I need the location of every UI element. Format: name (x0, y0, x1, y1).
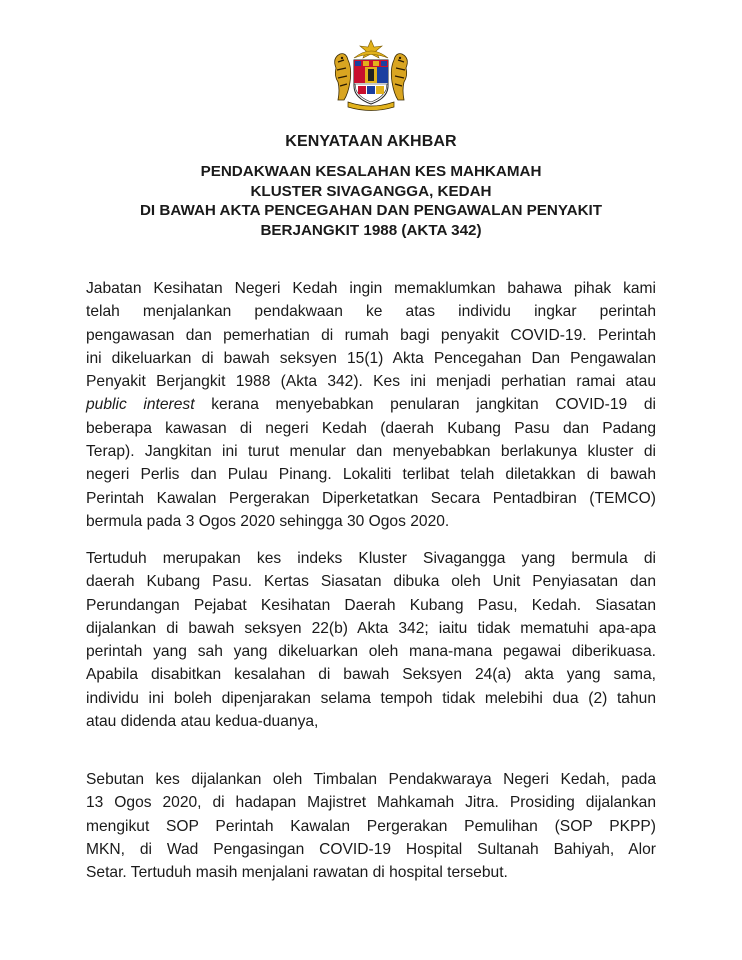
paragraph-line: beberapa kawasan di negeri Kedah (daerah Kubang Pasu dan Padang (86, 419, 656, 437)
headline-line: BERJANGKIT 1988 (AKTA 342) (260, 221, 482, 239)
paragraph-2 (86, 547, 656, 733)
headline-line: KLUSTER SIVAGANGGA, KEDAH (250, 182, 492, 200)
paragraph-line: dijalankan di bawah seksyen 22(b) Akta 342; iaitu tidak mematuhi apa-apa (86, 619, 656, 637)
paragraph-line: Perundangan Pejabat Kesihatan Daerah Kubang Pasu, Kedah. Siasatan (86, 596, 656, 614)
paragraph-line: bermula pada 3 Ogos 2020 sehingga 30 Ogos 2020. (86, 512, 450, 530)
paragraph-line: Apabila disabitkan kesalahan di bawah Seksyen 24(a) akta yang sama, (86, 666, 656, 684)
headline-line: PENDAKWAAN KESALAHAN KES MAHKAMAH (200, 163, 542, 180)
paragraph-line: Tertuduh merupakan kes indeks Kluster Sivagangga yang bermula di (86, 550, 656, 567)
paragraph-line: telah menjalankan pendakwaan ke atas individu ingkar perintah (86, 303, 656, 321)
paragraph-3 (86, 768, 656, 884)
paragraph-line: Sebutan kes dijalankan oleh Timbalan Pendakwaraya Negeri Kedah, pada (86, 771, 656, 788)
paragraph-line: pengawasan dan pemerhatian di rumah bagi penyakit COVID-19. Perintah (86, 326, 656, 344)
paragraph-line: atau didenda atau kedua-duanya, (86, 713, 319, 731)
paragraph-line: Setar. Tertuduh masih menjalani rawatan di hospital tersebut. (86, 864, 508, 882)
paragraph-line: individu ini boleh dipenjarakan selama tempoh tidak melebihi dua (2) tahun (86, 689, 656, 707)
paragraph-1 (86, 277, 656, 533)
paragraph-line: Terap). Jangkitan ini turut menular dan menyebabkan berlakunya kluster di (86, 443, 656, 461)
press-release-title: KENYATAAN AKHBAR (285, 133, 457, 150)
italic-phrase: public interest (86, 396, 195, 414)
paragraph-line: Jabatan Kesihatan Negeri Kedah ingin memaklumkan bahawa pihak kami (86, 280, 656, 297)
paragraph-line: 13 Ogos 2020, di hadapan Majistret Mahkamah Jitra. Prosiding dijalankan (86, 794, 656, 812)
paragraph-line: negeri Perlis dan Pulau Pinang. Lokaliti terlibat telah diletakkan di bawah (86, 466, 656, 484)
malaysia-coat-of-arms-icon (322, 38, 420, 112)
paragraph-line-with-italic (86, 393, 656, 416)
paragraph-line: Penyakit Berjangkit 1988 (Akta 342). Kes ini menjadi perhatian ramai atau (86, 373, 656, 391)
paragraph-line-rest: kerana menyebabkan penularan jangkitan COVID-19 di (211, 396, 656, 414)
paragraph-line: Perintah Kawalan Pergerakan Diperketatkan Secara Pentadbiran (TEMCO) (86, 489, 656, 507)
headline (60, 162, 682, 240)
paragraph-line: MKN, di Wad Pengasingan COVID-19 Hospital Sultanah Bahiyah, Alor (86, 840, 656, 858)
paragraph-line: daerah Kubang Pasu. Kertas Siasatan dibuka oleh Unit Penyiasatan dan (86, 573, 656, 591)
headline-line: DI BAWAH AKTA PENCEGAHAN DAN PENGAWALAN PENYAKIT (139, 202, 603, 219)
paragraph-line: ini dikeluarkan di bawah seksyen 15(1) Akta Pencegahan Dan Pengawalan (86, 349, 656, 367)
paragraph-line: perintah yang sah yang dikeluarkan oleh mana-mana pegawai diberikuasa. (86, 643, 656, 661)
paragraph-line: mengikut SOP Perintah Kawalan Pergerakan Pemulihan (SOP PKPP) (86, 817, 656, 835)
